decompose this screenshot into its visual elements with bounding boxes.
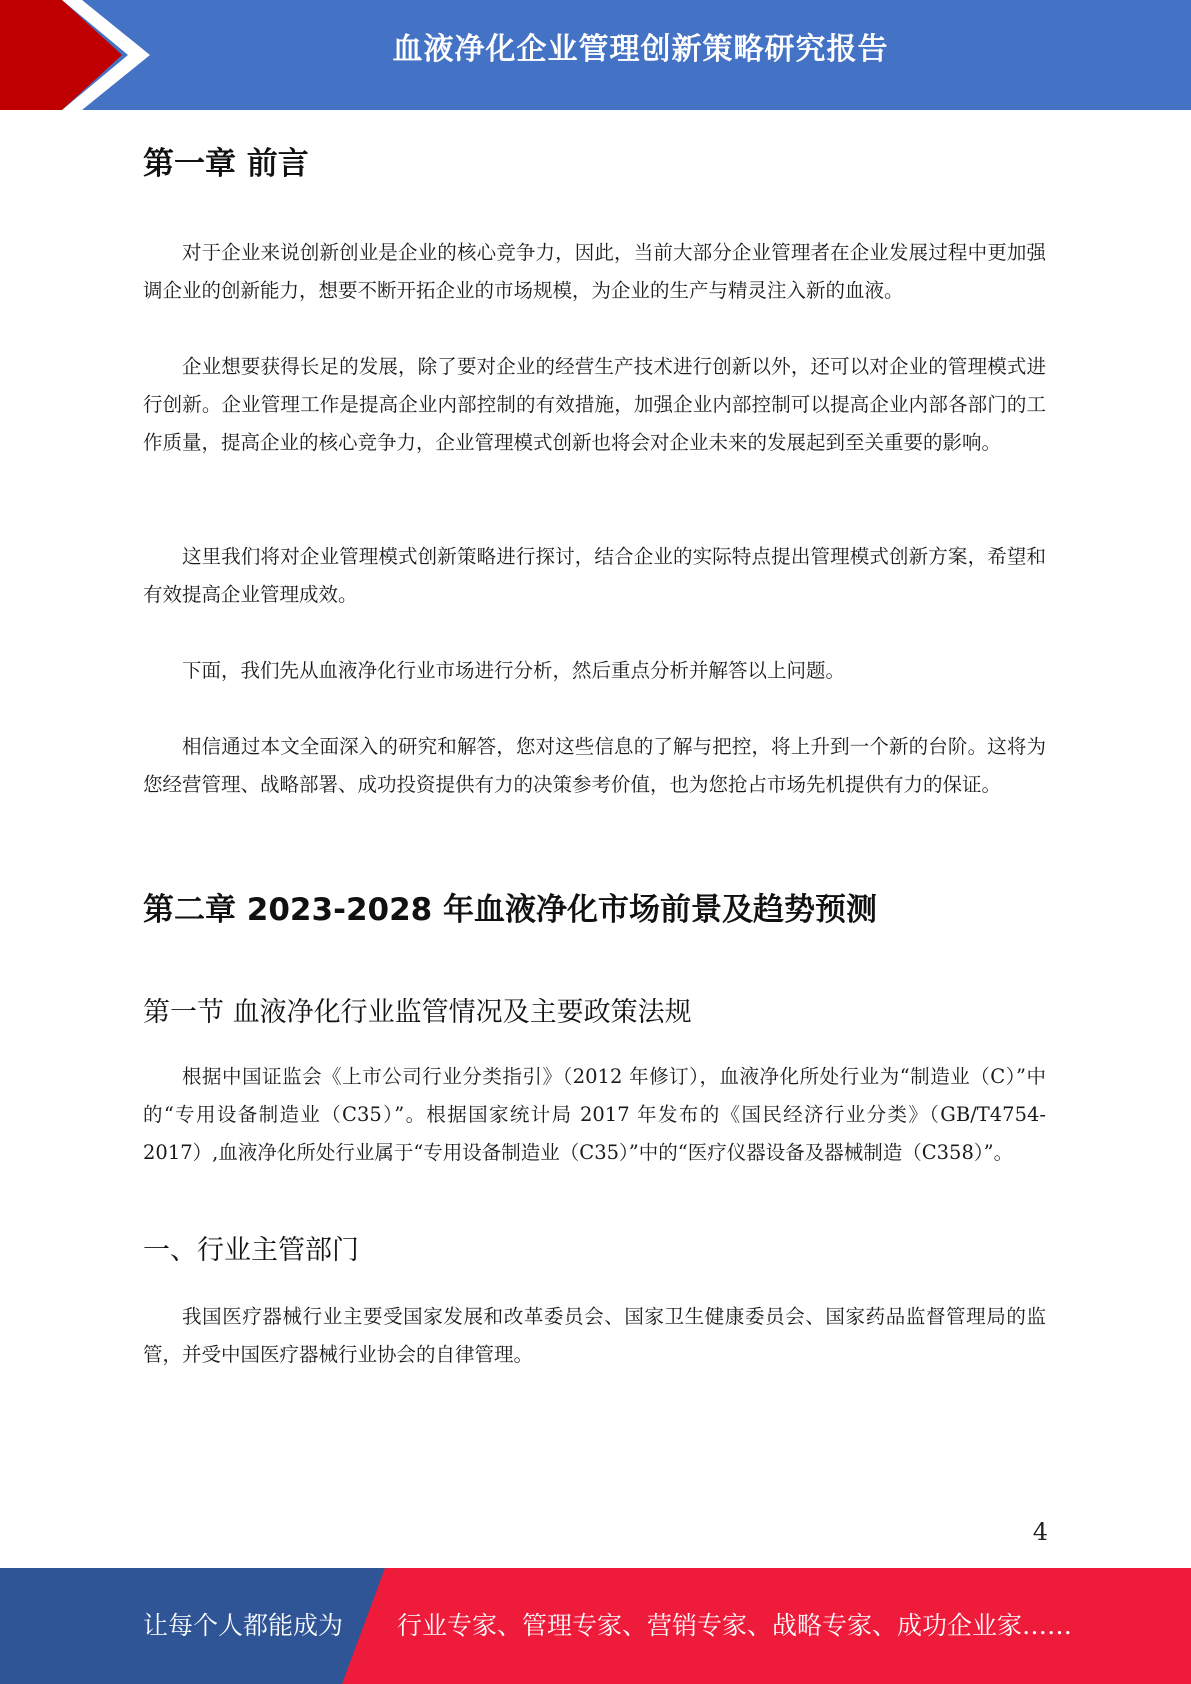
chapter-1-paragraph-1: 对于企业来说创新创业是企业的核心竞争力，因此，当前大部分企业管理者在企业发展过程中更加强调企业的创新能力，想要不断开拓企业的市场规模，为企业的生产与精灵注入新的血液。 [143, 241, 1046, 302]
page-footer [0, 1568, 1191, 1684]
section-1-heading: 第一节 血液净化行业监管情况及主要政策法规 [143, 997, 692, 1028]
footer-slogan-right: 行业专家、管理专家、营销专家、战略专家、成功企业家…… [397, 1611, 1073, 1640]
footer-slogan-left: 让每个人都能成为 [143, 1611, 344, 1640]
page-number: 4 [1032, 1518, 1048, 1546]
subsection-1-paragraph: 我国医疗器械行业主要受国家发展和改革委员会、国家卫生健康委员会、国家药品监督管理局的监管，并受中国医疗器械行业协会的自律管理。 [143, 1305, 1046, 1366]
chapter-1-paragraph-4: 下面，我们先从血液净化行业市场进行分析，然后重点分析并解答以上问题。 [182, 659, 846, 682]
chapter-2-heading: 第二章 2023-2028 年血液净化市场前景及趋势预测 [143, 892, 878, 928]
chapter-1-paragraph-3: 这里我们将对企业管理模式创新策略进行探讨，结合企业的实际特点提出管理模式创新方案，希望和有效提高企业管理成效。 [143, 545, 1046, 606]
chapter-1-paragraph-2: 企业想要获得长足的发展，除了要对企业的经营生产技术进行创新以外，还可以对企业的管理模式进行创新。企业管理工作是提高企业内部控制的有效措施，加强企业内部控制可以提高企业内部各部门的工作质量，提高企业的核心竞争力，企业管理模式创新也将会对企业未来的发展起到至关重要的影响。 [143, 355, 1046, 454]
header-arrow-decoration [0, 0, 160, 110]
page-header [0, 0, 1191, 110]
section-1-paragraph: 根据中国证监会《上市公司行业分类指引》（2012 年修订），血液净化所处行业为“制造业（C）”中的“专用设备制造业（C35）”。根据国家统计局 2017 年发布的《国民经济行业分类》（GB/T4754-2017）,血液净化所处行业属于“专用设备制造业（C35）”中的“医疗仪器设备及器械制造（C358）”。 [143, 1065, 1046, 1164]
report-title: 血液净化企业管理创新策略研究报告 [392, 32, 889, 67]
chapter-1-heading: 第一章 前言 [143, 146, 309, 182]
chapter-1-paragraph-5: 相信通过本文全面深入的研究和解答，您对这些信息的了解与把控，将上升到一个新的台阶。这将为您经营管理、战略部署、成功投资提供有力的决策参考价值，也为您抢占市场先机提供有力的保证。 [143, 735, 1046, 796]
subsection-1-heading: 一、行业主管部门 [143, 1235, 359, 1266]
